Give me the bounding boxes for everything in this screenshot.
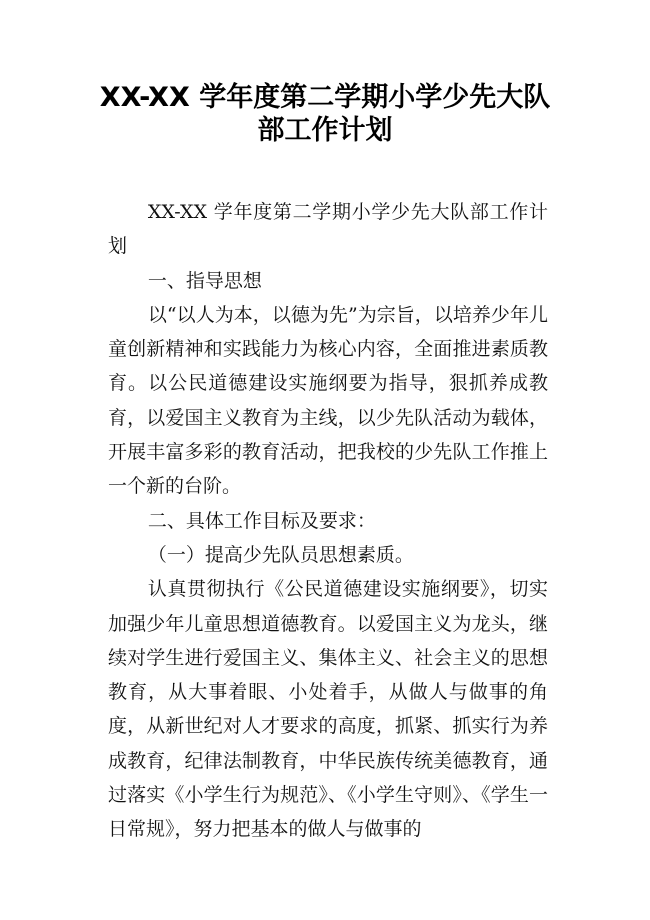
subsection-heading: （一）提高少先队员思想素质。: [147, 543, 414, 566]
document-body: [108, 195, 548, 847]
document-title-line-1: XX-XX 学年度第二学期小学少先大队: [99, 82, 551, 113]
document-title-line-2: 部工作计划: [257, 115, 393, 146]
body-paragraph: 以“以人为本，以德为先”为宗旨，以培养少年儿童创新精神和实践能力为核心内容，全面推进素质教育。以公民道德建设实施纲要为指导，狠抓养成教育，以爱国主义教育为主线，以少先队活动为载体，开展丰富多彩的教育活动，把我校的少先队工作推上一个新的台阶。: [108, 303, 548, 498]
section-heading-goals: 二、具体工作目标及要求：: [147, 509, 376, 532]
body-paragraph-heading: XX-XX 学年度第二学期小学少先大队部工作计划: [108, 201, 548, 258]
body-paragraph: 认真贯彻执行《公民道德建设实施纲要》，切实加强少年儿童思想道德教育。以爱国主义为龙头，继续对学生进行爱国主义、集体主义、社会主义的思想教育，从大事着眼、小处着手，从做人与做事的角度，从新世纪对人才要求的高度，抓紧、抓实行为养成教育，纪律法制教育，中华民族传统美德教育，通过落实《小学生行为规范》、《小学生守则》、《学生一日常规》，努力把基本的做人与做事的: [108, 578, 548, 841]
section-heading-guiding-ideology: 一、指导思想: [147, 269, 262, 292]
